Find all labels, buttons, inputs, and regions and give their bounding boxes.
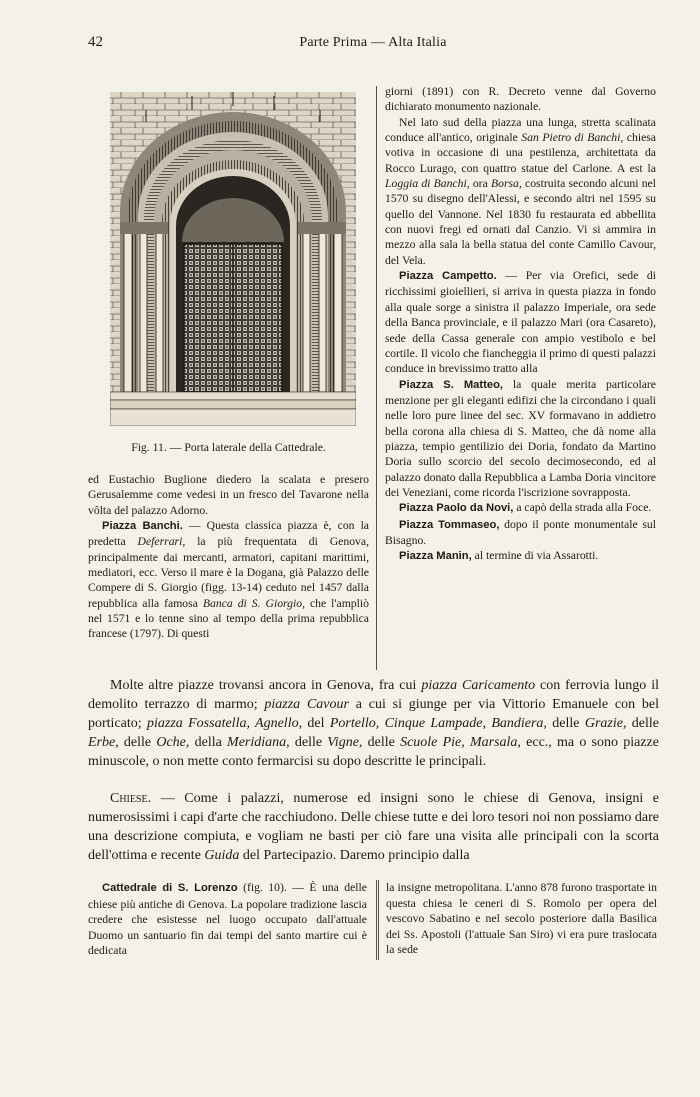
right-column: [385, 84, 656, 565]
figure-caption: Fig. 11. — Porta laterale della Cattedrale.: [131, 441, 326, 454]
page-header: [88, 34, 658, 54]
section-heading-piazza-tommaseo: Piazza Tommaseo,: [399, 518, 500, 531]
full-width-paragraph-chiese: Chiese. — Come i palazzi, numerose ed insigni sono le chiese di Genova, insigni e numerosissimi i capi d'arte che racchiudono. Delle chiese tutte e dei loro tesori noi non possiamo dare una descrizione compiuta, e vogliam ne basti per ciò fare una visita alle principali con la scorta dell'ottima e recente Guida del Partecipazio. Daremo principio dalla: [88, 791, 659, 863]
right-paragraph-6: Piazza Tommaseo, dopo il ponte monumentale sul Bisagno.: [385, 517, 657, 547]
section-heading-piazza-s-matteo: Piazza S. Matteo,: [399, 378, 504, 391]
right-paragraph-3: Piazza Campetto. — Per via Orefici, sede di ricchissimi gioiellieri, si arriva in questa piazza in fondo alla quale sorge a sinistra il palazzo Imperiale, ora sede della Banca provinciale, e il palazzo Mari (ora Casareto), sede della Cassa generale con ampio vestibolo e bel cortile. Il vicolo che fiancheggia il primo di questi palazzi conduce in brevissimo tratto alla: [385, 269, 656, 376]
page-number: 42: [88, 34, 103, 50]
right-paragraph-4: Piazza S. Matteo, la quale merita particolare menzione per gli eleganti edifizi che la circondano i quali nelle loro pure linee del sec. XV formavano in addietro bella corona alla chiesa di S. Matteo, che dà nome alla piazza, tempio gentilizio dei Doria, fondato da Martino Doria sullo scorcio del secolo decimosecondo, ed al palazzo donato dalla Repubblica a Lamba Doria vincitore dei Veneziani, come ricorda l'iscrizione sovrapposta.: [385, 377, 656, 499]
left-column: [88, 472, 369, 642]
column-divider-lower: [376, 880, 377, 960]
column-divider: [376, 86, 377, 670]
column-divider-lower-2: [378, 880, 379, 960]
right-paragraph-2: Nel lato sud della piazza una lunga, stretta scalinata conduce all'antico, originale San Pietro di Banchi, chiesa votiva in occasione di una pestilenza, architettata da Rocco Lurago, con quattro statue del Carlone. A est la Loggia di Banchi, ora Borsa, costruita secondo alcuni nel 1570 su disegno dell'Alessi, e secondo altri nel 1595 su quello del Vannone. Nel 1830 fu restaurata ed abbellita con nuovi fregi ed ornati dal Canzio. Vi si ammira in mezzo alla sala la bella statua del conte Camillo Cavour, del Vela.: [385, 115, 656, 267]
bottom-right-column: la insigne metropolitana. L'anno 878 furono trasportate in questa chiesa le ceneri di S. Romolo per opera del vescovo Sabatino e nel secolo posteriore dalla Basilica dei Ss. Apostoli (l'attuale San Siro) vi era pure traslocata la sede: [386, 881, 657, 956]
full-width-paragraph-piazze: Molte altre piazze trovansi ancora in Genova, fra cui piazza Caricamento con ferrovia lungo il demolito terrazzo di marmo; piazza Cavour a cui si giunge per via Vittorio Emanuele con bel porticato; piazza Fossatella, Agnello, del Portello, Cinque Lampade, Bandiera, delle Grazie, delle Erbe, delle Oche, della Meridiana, delle Vigne, delle Scuole Pie, Marsala, ecc., ma o sono piazze minuscole, o non mette conto fermarcisi su dopo descritte le principali.: [88, 678, 660, 769]
right-paragraph-5: Piazza Paolo da Novi, a capò della strada alla Foce.: [399, 501, 652, 515]
right-paragraph-7: Piazza Manin, al termine di via Assarotti.: [399, 549, 599, 563]
right-paragraph-1: giorni (1891) con R. Decreto venne dal Governo dichiarato monumento nazionale.: [385, 85, 656, 114]
cathedral-portal-illustration: [110, 92, 356, 426]
section-heading-piazza-banchi: Piazza Banchi.: [102, 520, 183, 533]
bottom-left-column: Cattedrale di S. Lorenzo (fig. 10). — È una delle chiese più antiche di Genova. La popolare tradizione lascia credere che esistesse nel luogo occupato dall'attuale Duomo un santuario fin dai tempi del santo martire cui è dedicata: [88, 881, 367, 957]
running-head: Parte Prima — Alta Italia: [299, 35, 447, 50]
section-heading-piazza-campetto: Piazza Campetto.: [399, 270, 497, 283]
section-heading-chiese: Chiese.: [110, 791, 152, 806]
left-paragraph-2: Piazza Banchi. — Questa classica piazza è, con la predetta Deferrari, la più frequentata di Genova, principalmente dai mercanti, armatori, capitani marittimi, mediatori, ecc. Verso il mare è la Dogana, già Palazzo delle Compere di S. Giorgio (figg. 13-14) ceduto nel 1457 dalla repubblica alla famosa Banca di S. Giorgio, che l'ampliò nel 1571 e lo tenne sino al tempo della prima repubblica francese (1797). Di questi: [88, 519, 369, 641]
section-heading-cattedrale: Cattedrale di S. Lorenzo: [102, 882, 238, 894]
left-paragraph-1: ed Eustachio Buglione diedero la scalata e presero Gerusalemme come vedesi in un fresco del Tavarone nella vôlta del palazzo Adorno.: [88, 473, 369, 517]
section-heading-piazza-paolo-da-novi: Piazza Paolo da Novi,: [399, 502, 514, 515]
section-heading-piazza-manin: Piazza Manin,: [399, 550, 472, 563]
